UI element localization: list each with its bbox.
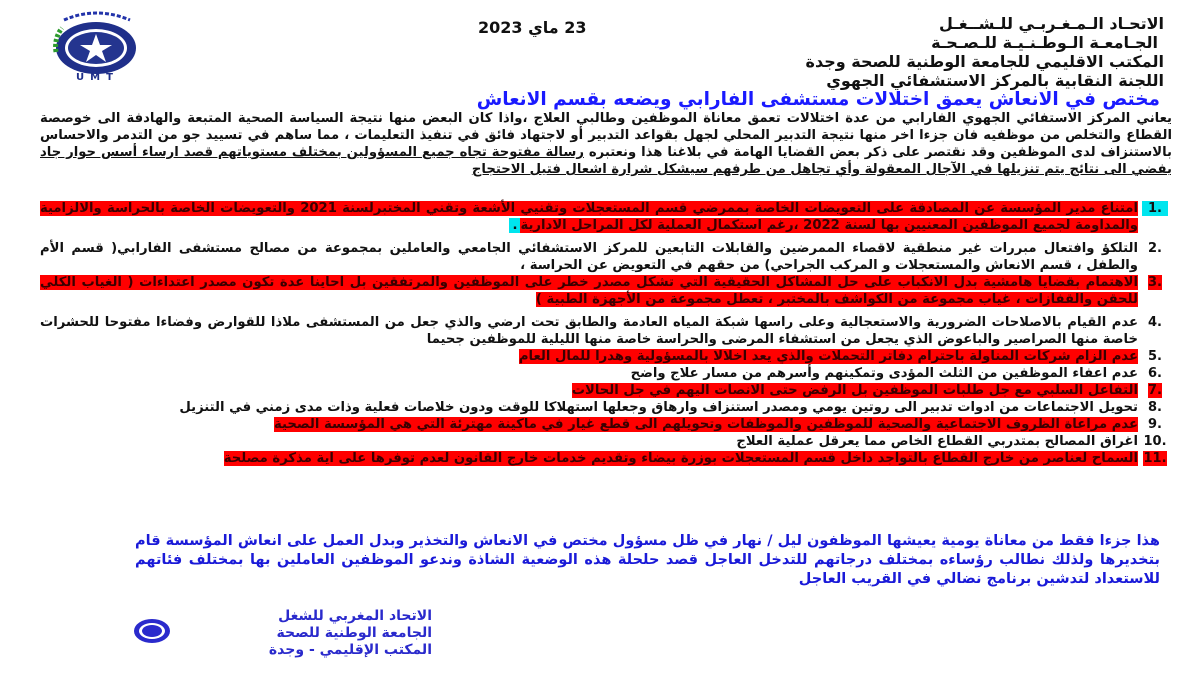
item-text: اغراق المصالح بمتدربي القطاع الخاص مما يعرقل عملية العلاج <box>736 434 1138 449</box>
list-item: 1. امتناع مدير المؤسسة عن المصادقة على التعويضات الخاصة بممرضي قسم المستعجلات وتقنيي الأشعة وتقني المختبرلسنة 2021 والتعويضات الخاصة بالحراسة والالزامية والمداومة لجميع الموظفين المعنيين بها لسنة 2022 ،رغم استكمال العملية لكل المراحل الادارية. <box>40 200 1172 234</box>
list-item <box>40 314 1172 348</box>
item-number: 4. <box>1148 315 1162 330</box>
stamp-text <box>269 608 432 659</box>
letterhead <box>704 14 1164 90</box>
item-number: 9. <box>1148 417 1162 432</box>
letterhead-federation: الجـامعـة الـوطـنـيـة للـصـحـة <box>931 33 1158 52</box>
list-item <box>40 382 1172 399</box>
item-text: عدم القيام بالاصلاحات الضرورية والاستعجالية وعلى راسها شبكة المياه العادمة والطابق تحت ارضي والذي جعل من المستشفى ملاذا للقوارض وفضاءا مفتوحا للحشرات خاصة منها الصراصير والباعوض الذي يجعل من استشفاء المرضى والحراسة خاصة منها الليلية للموظفين جحيما <box>40 315 1138 347</box>
item-number: 3. <box>1148 275 1162 290</box>
item-number: 6. <box>1148 366 1162 381</box>
stamp-line-office: المكتب الإقليمي - وجدة <box>268 642 432 658</box>
item-text: امتناع مدير المؤسسة عن المصادقة على التعويضات الخاصة بممرضي قسم المستعجلات وتقنيي الأشعة وتقني المختبرلسنة 2021 والتعويضات الخاصة بالحراسة والالزامية والمداومة لجميع الموظفين المعنيين بها لسنة 2022 ،رغم استكمال العملية لكل المراحل الادارية <box>40 201 1138 233</box>
list-item <box>40 365 1172 382</box>
stamp-logo-icon <box>132 616 172 646</box>
list-item <box>40 450 1172 467</box>
umt-logo-icon <box>50 8 142 82</box>
item-number: 5. <box>1148 349 1162 364</box>
item-text: تحويل الاجتماعات من ادوات تدبير الى روتين يومي ومصدر استنزاف وارهاق وجعلها استهلاكا للوقت ودون خلاصات فعلية وذات مدى زمني في التنزيل <box>179 400 1138 415</box>
union-stamp <box>132 606 432 664</box>
item-number: 8. <box>1148 400 1162 415</box>
item-text: التلكؤ وافتعال مبررات غير منطقية لاقصاء الممرضين والقابلات التابعين للمركز الاستشفائي الجامعي والعاملين بمجموعة من مصالح مستشفى الفارابي( قسم الأم والطفل ، قسم الانعاش والمستعجلات و المركب الجراحي) من حقهم في التعويض عن الحراسة ، <box>40 241 1138 273</box>
item-number: 11. <box>1143 451 1167 466</box>
letterhead-regional-office: المكتب الاقليمي للجامعة الوطنية للصحة وجدة <box>805 52 1164 71</box>
intro-underlined-text: رسالة مفتوحة تجاه جميع المسؤولين بمختلف مستوياتهم قصد ارساء أسس حوار جاد يفضي الى نتائج يتم تنزيلها في الآجال المعقولة وأي تجاهل من طرفهم سيشكل شرارة اشعال فتيل الاحتجاج <box>40 145 1172 177</box>
list-item <box>40 433 1172 450</box>
item-number: 2. <box>1148 241 1162 256</box>
item-number: 1. <box>1138 200 1172 217</box>
document-date: 23 ماي 2023 <box>478 18 587 37</box>
item-text: السماح لعناصر من خارج القطاع بالتواجد داخل قسم المستعجلات بوزرة بيضاء وتقديم خدمات خارج القانون لعدم توفرها على اية مذكرة مصلحة <box>223 451 1138 466</box>
letterhead-union: الاتحـاد الـمـغـربـي للـشــغـل <box>938 14 1164 33</box>
stamp-line-federation: الجامعة الوطنية للصحة <box>276 625 432 641</box>
intro-text: يعاني المركز الاستفائي الجهوي الفارابي من عدة اختلالات تعمق معاناة الموظفين وطالبي العلاج ،واذا كان البعض منها نتيجة السياسة الصحية المتبعة والهادفة الى خوصصة القطاع والتخلص من موظفيه فان جزءا اخر منها نتيجة التدبير المحلي لجهل بقواعد التدبير أو لاجتهاد فائق في تنفيذ التعليمات ، مما ساهم في تسييد جو من التدمر والاحساس بالاستنزاف لدى الموظفين وقد نقتصر على ذكر بعض القضايا الهامة في بلاغنا هذا ونعتبره <box>40 111 1172 160</box>
item-text: التفاعل السلبي مع جل طلبات الموظفين بل الرفض حتى الانصات اليهم في جل الحالات <box>571 383 1138 398</box>
list-item <box>40 274 1172 308</box>
stamp-line-union: الاتحاد المغربي للشغل <box>278 608 432 624</box>
list-item <box>40 240 1172 274</box>
item-text: الاهتمام بقضايا هامشية بدل الانكباب على حل المشاكل الحقيقية التي تشكل مصدر خطر على الموظفين والمرتفقين بل احاينا عدة تكون مصدر اعتداءات ( الغياب الكلي للحقن والقفازات ، غياب مجموعة من الكواشف بالمختبر ، تعطل مجموعة من الأجهزة الطبية ) <box>40 275 1138 307</box>
closing-paragraph: هذا جزءا فقط من معاناة يومية يعيشها الموظفون ليل / نهار في ظل مسؤول مختص في الانعاش والتخذير وبدل العمل على انعاش المؤسسة قام بتخديرها ولذلك نطالب رؤساءه بمختلف درجاتهم للتدخل العاجل قصد حلحلة هذه الوضعية الشاذة وندعو الموظفين العاملين بها بمختلف فئاتهم للاستعداد لتدشين برنامج نضالي في القريب العاجل <box>135 533 1160 587</box>
letterhead-committee: اللجنة النقابية بالمركز الاستشفائي الجهوي <box>826 71 1164 90</box>
item-number: 10. <box>1143 434 1167 449</box>
item-text: عدم اعفاء الموظفين من الثلث المؤدى وتمكينهم وأسرهم من مسار علاج واضح <box>630 366 1138 381</box>
item-text: عدم مراعاة الظروف الاجتماعية والصحية للموظفين والموظفات وتحويلهم الى قطع غيار في ماكينة مهترئة التي هي المؤسسة الصحية <box>274 417 1138 432</box>
svg-text:UMT: UMT <box>76 72 119 82</box>
list-item <box>40 348 1172 365</box>
item-text: عدم الزام شركات المناولة باحترام دفاتر التحملات والذي يعد اخلالا بالمسؤولية وهدرا للمال العام <box>518 349 1138 364</box>
list-item <box>40 399 1172 416</box>
intro-paragraph <box>40 110 1172 178</box>
grievance-list <box>40 200 1172 467</box>
list-item <box>40 416 1172 433</box>
item-number: 7. <box>1148 383 1162 398</box>
document-title: مختص في الانعاش يعمق اختلالات مستشفى الفارابي ويضعه بقسم الانعاش <box>476 89 1160 110</box>
